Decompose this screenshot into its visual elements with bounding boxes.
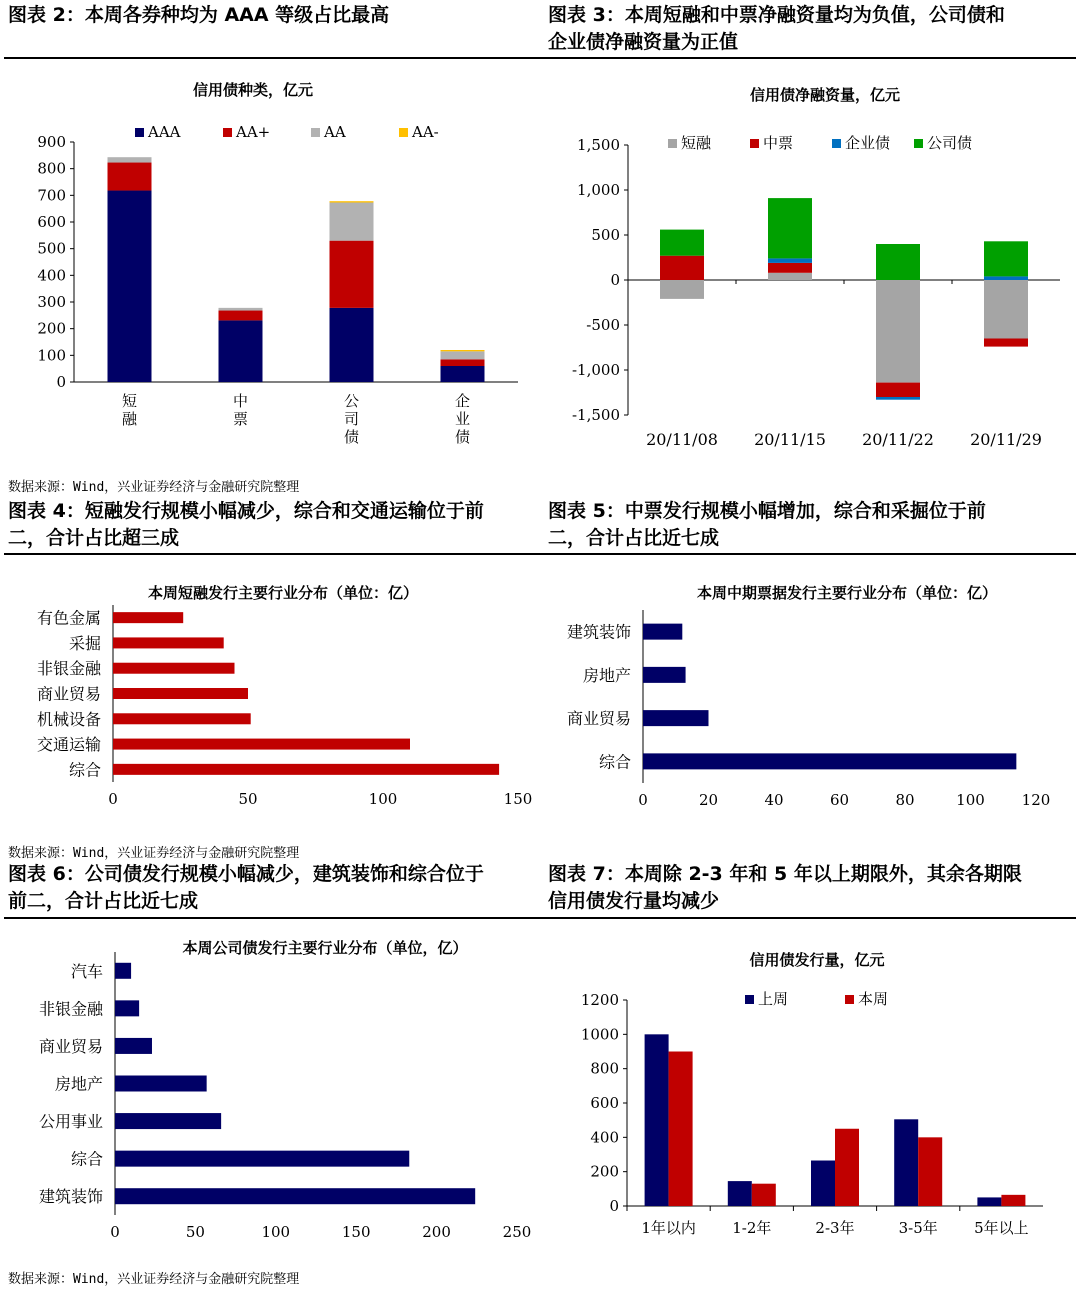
bar	[977, 1197, 1001, 1206]
legend-swatch	[745, 995, 754, 1004]
chart-4-svg	[0, 560, 540, 838]
x-tick-label: 120	[1021, 791, 1051, 809]
category-label: 20/11/22	[862, 430, 934, 449]
bar	[113, 739, 410, 750]
bar-segment	[441, 366, 485, 382]
chart-5-heading-line-1: 图表 5：中票发行规模小幅增加，综合和采掘位于前	[548, 500, 986, 522]
category-label-char: 债	[343, 428, 360, 446]
category-label-char: 司	[343, 410, 360, 428]
legend-label: 上周	[758, 990, 789, 1008]
bar-segment	[768, 258, 812, 263]
category-label: 非银金融	[38, 999, 103, 1019]
y-tick-label: 0	[56, 373, 66, 391]
bar	[113, 637, 224, 648]
x-tick-label: 0	[108, 790, 118, 808]
source-note-2: 数据来源：Wind，兴业证券经济与金融研究院整理	[8, 846, 300, 861]
bar-segment	[660, 230, 704, 256]
bar-segment	[108, 191, 152, 382]
category-label-char: 公	[343, 392, 360, 410]
bar	[113, 713, 251, 724]
chart-2-svg	[0, 60, 540, 470]
category-label-char: 票	[232, 410, 249, 428]
y-tick-label: 200	[590, 1162, 619, 1181]
bar	[115, 1113, 221, 1129]
category-label: 交通运输	[36, 735, 101, 755]
chart-3-heading-line-2: 企业债净融资量为正值	[548, 31, 739, 53]
chart-6-heading-line-1: 图表 6：公司债发行规模小幅减少，建筑装饰和综合位于	[8, 863, 484, 885]
bar-segment	[876, 383, 920, 397]
bar	[113, 688, 248, 699]
bar-segment	[984, 280, 1028, 339]
legend-swatch	[832, 139, 841, 148]
bar	[811, 1161, 835, 1206]
bar	[115, 1038, 152, 1054]
x-tick-label: 100	[368, 790, 398, 808]
bar-segment	[876, 397, 920, 400]
legend-label: 公司债	[927, 134, 973, 152]
chart-4-heading-line-1: 图表 4：短融发行规模小幅减少，综合和交通运输位于前	[8, 500, 484, 522]
bar-segment	[330, 201, 374, 202]
chart-5-svg	[540, 560, 1080, 838]
bar	[643, 667, 686, 683]
legend-swatch	[845, 995, 854, 1004]
bar-segment	[984, 276, 1028, 280]
y-tick-label: 500	[591, 226, 620, 244]
category-label: 房地产	[582, 665, 631, 685]
legend-label: AA-	[412, 123, 439, 141]
chart-4-heading-line-2: 二，合计占比超三成	[8, 527, 180, 549]
chart-title: 本周公司债发行主要行业分布（单位，亿）	[182, 939, 468, 957]
legend-label: 本周	[858, 990, 889, 1008]
bar	[115, 963, 131, 979]
bar-segment	[441, 359, 485, 366]
chart-2-heading: 图表 2：本周各券种均为 AAA 等级占比最高	[8, 4, 390, 26]
bar-segment	[108, 163, 152, 191]
y-tick-label: 600	[590, 1094, 619, 1112]
legend-swatch	[668, 139, 677, 148]
category-label: 公用事业	[38, 1112, 103, 1132]
header-rule-1	[4, 57, 1076, 59]
bar	[645, 1034, 669, 1206]
bar-segment	[660, 256, 704, 280]
x-tick-label: 150	[341, 1223, 371, 1241]
bar	[643, 624, 682, 640]
y-tick-label: 0	[610, 271, 620, 289]
x-tick-label: 50	[238, 790, 258, 808]
y-tick-label: 400	[37, 266, 66, 285]
chart-7-svg	[540, 922, 1080, 1262]
y-tick-label: 400	[590, 1128, 619, 1147]
x-tick-label: 100	[956, 791, 985, 809]
category-label: 1年以内	[641, 1219, 696, 1237]
y-tick-label: 300	[37, 293, 66, 311]
y-tick-label: 1200	[580, 991, 619, 1009]
chart-title: 信用债净融资量，亿元	[749, 86, 901, 104]
chart-3-panel	[540, 60, 1080, 470]
bar-segment	[219, 308, 263, 311]
category-label: 综合	[68, 760, 101, 780]
category-label: 综合	[598, 752, 631, 772]
legend-swatch	[311, 128, 320, 137]
bar	[643, 753, 1016, 769]
x-tick-label: 20	[698, 791, 719, 809]
y-tick-label: 700	[37, 186, 66, 205]
x-tick-label: 150	[503, 790, 533, 808]
legend-swatch	[135, 128, 144, 137]
bar-segment	[768, 198, 812, 258]
chart-5-panel	[540, 560, 1080, 838]
category-label: 建筑装饰	[38, 1187, 103, 1207]
chart-title: 信用债发行量，亿元	[749, 951, 885, 969]
category-label: 2-3年	[815, 1219, 855, 1237]
bar-segment	[768, 273, 812, 280]
category-label: 3-5年	[898, 1219, 938, 1237]
category-label: 商业贸易	[36, 684, 101, 704]
legend-swatch	[914, 139, 923, 148]
bar-segment	[660, 280, 704, 299]
legend-swatch	[399, 128, 408, 137]
bar	[113, 663, 235, 674]
x-tick-label: 50	[185, 1223, 205, 1241]
bar-segment	[768, 263, 812, 273]
category-label: 20/11/29	[970, 430, 1042, 449]
bar-segment	[219, 311, 263, 321]
category-label: 房地产	[54, 1074, 103, 1094]
x-tick-label: 0	[110, 1223, 120, 1241]
bar	[115, 1151, 409, 1167]
chart-6-svg	[0, 922, 540, 1262]
bar	[918, 1137, 942, 1206]
chart-6-panel	[0, 922, 540, 1262]
chart-4-panel	[0, 560, 540, 838]
bar-segment	[984, 339, 1028, 347]
chart-title: 本周短融发行主要行业分布（单位：亿）	[147, 584, 419, 602]
chart-5-heading-line-2: 二，合计占比近七成	[548, 527, 720, 549]
source-note-3: 数据来源：Wind，兴业证券经济与金融研究院整理	[8, 1272, 300, 1287]
bar-segment	[441, 350, 485, 351]
category-label: 汽车	[70, 961, 103, 981]
chart-2-panel	[0, 60, 540, 470]
category-label: 采掘	[68, 633, 101, 653]
y-tick-label: 600	[37, 213, 66, 231]
bar	[1001, 1195, 1025, 1206]
bar-segment	[330, 308, 374, 382]
y-tick-label: 800	[590, 1059, 619, 1078]
legend-label: 短融	[681, 134, 712, 152]
x-tick-label: 40	[764, 791, 784, 809]
header-rule-3	[4, 917, 1076, 919]
chart-7-heading-line-2: 信用债发行量均减少	[548, 890, 720, 912]
category-label: 1-2年	[732, 1219, 772, 1237]
bar	[669, 1052, 693, 1207]
category-label-char: 企	[454, 392, 471, 410]
chart-6-heading-line-2: 前二，合计占比近七成	[8, 890, 199, 912]
category-label-char: 债	[454, 428, 471, 446]
x-tick-label: 200	[422, 1223, 451, 1241]
legend-label: AAA	[148, 123, 181, 141]
y-tick-label: -1,500	[571, 406, 620, 424]
legend-swatch	[223, 128, 232, 137]
legend-swatch	[750, 139, 759, 148]
category-label: 商业贸易	[566, 709, 631, 729]
bar	[115, 1000, 139, 1016]
y-tick-label: 1,000	[577, 181, 620, 199]
bar	[643, 710, 709, 726]
bar-segment	[108, 157, 152, 162]
category-label: 商业贸易	[38, 1036, 103, 1056]
bar-segment	[876, 244, 920, 280]
bar	[894, 1119, 918, 1206]
chart-3-svg	[540, 60, 1080, 470]
category-label: 20/11/08	[646, 430, 718, 449]
category-label: 非银金融	[36, 659, 101, 679]
bar-segment	[330, 241, 374, 308]
category-label: 机械设备	[36, 709, 101, 729]
bar	[752, 1184, 776, 1206]
bar	[728, 1181, 752, 1206]
bar-segment	[441, 351, 485, 359]
chart-7-panel	[540, 922, 1080, 1262]
y-tick-label: 1000	[580, 1025, 619, 1044]
bar	[835, 1129, 859, 1206]
source-note-1: 数据来源：Wind，兴业证券经济与金融研究院整理	[8, 480, 300, 495]
bar-segment	[330, 203, 374, 241]
y-tick-label: 900	[37, 133, 66, 151]
bar	[113, 764, 499, 775]
category-label: 有色金属	[36, 608, 101, 628]
x-tick-label: 0	[638, 791, 648, 809]
chart-title: 信用债种类，亿元	[192, 81, 314, 99]
x-tick-label: 80	[895, 791, 915, 809]
chart-7-heading-line-1: 图表 7：本周除 2-3 年和 5 年以上期限外，其余各期限	[548, 863, 1022, 885]
legend-label: AA	[324, 123, 346, 141]
bar-segment	[984, 241, 1028, 276]
legend-label: AA+	[236, 123, 271, 141]
category-label-char: 中	[232, 392, 249, 410]
category-label: 20/11/15	[754, 430, 826, 449]
x-tick-label: 60	[829, 791, 850, 809]
category-label: 综合	[70, 1149, 103, 1169]
category-label: 建筑装饰	[566, 622, 631, 642]
y-tick-label: -500	[586, 316, 620, 334]
x-tick-label: 250	[502, 1223, 532, 1241]
x-tick-label: 100	[261, 1223, 291, 1241]
y-tick-label: 200	[37, 319, 66, 338]
header-rule-2	[4, 553, 1076, 555]
chart-3-heading-line-1: 图表 3：本周短融和中票净融资量均为负值，公司债和	[548, 4, 1005, 26]
bar	[115, 1188, 475, 1204]
y-tick-label: 1,500	[577, 136, 620, 154]
category-label-char: 短	[121, 392, 138, 410]
category-label-char: 业	[454, 410, 471, 428]
y-tick-label: 500	[37, 239, 66, 258]
chart-title: 本周中期票据发行主要行业分布（单位：亿）	[696, 584, 998, 602]
y-tick-label: 100	[37, 346, 66, 365]
y-tick-label: 800	[37, 159, 66, 178]
bar	[113, 612, 183, 623]
bar-segment	[876, 280, 920, 383]
bar	[115, 1076, 207, 1092]
legend-label: 中票	[763, 134, 794, 152]
bar-segment	[219, 320, 263, 382]
y-tick-label: 0	[609, 1197, 619, 1215]
y-tick-label: -1,000	[571, 361, 620, 379]
legend-label: 企业债	[845, 134, 891, 152]
category-label-char: 融	[121, 410, 138, 428]
category-label: 5年以上	[974, 1219, 1029, 1237]
